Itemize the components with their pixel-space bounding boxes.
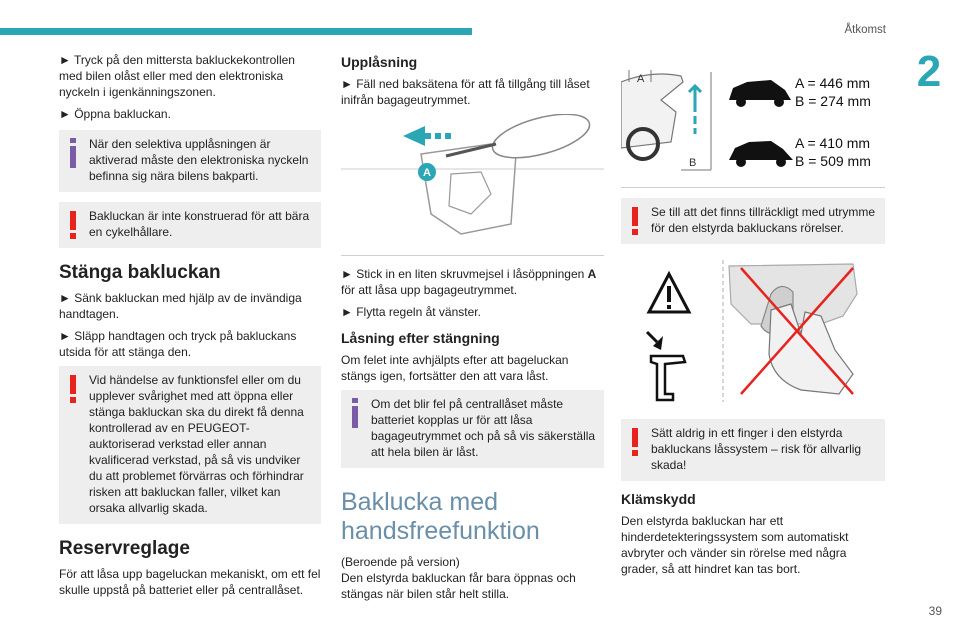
callout-a-label: A [423, 167, 431, 179]
warning-icon [629, 426, 641, 458]
dimension-value-b1: B = 274 mm [795, 93, 871, 109]
heading-close-tailgate: Stänga bakluckan [59, 262, 221, 283]
finger-warning-illustration [621, 254, 885, 406]
info-note [341, 390, 604, 468]
column-2 [341, 52, 604, 608]
lock-description: Om felet inte avhjälpts efter att bageluckan stängs igen, fortsätter den att vara låst. [341, 353, 569, 383]
instruction-open-tailgate: ► Öppna bakluckan. [59, 107, 171, 121]
warning-icon [629, 205, 641, 237]
warning-note-text: Se till att det finns tillräckligt med utrymme för den elstyrda bakluckans rörelser. [651, 205, 876, 235]
heading-lock-after-close: Låsning efter stängning [341, 330, 500, 346]
info-note [59, 130, 321, 192]
instruction-press-button: ► Tryck på den mittersta bakluckekontrollen med bilen olåst eller med den elektroniska nyckeln i igenkänningszonen. [59, 53, 295, 99]
warning-icon [67, 373, 79, 405]
header-accent-bar [0, 28, 472, 35]
divider [621, 187, 885, 188]
heading-handsfree-tailgate: Baklucka med handsfreefunktion [341, 488, 540, 545]
instruction-insert-screwdriver: ► Stick in en liten skruvmejsel i låsöppningen A för att låsa upp bagageutrymmet. [341, 267, 597, 297]
clearance-dimensions-illustration [621, 52, 885, 174]
info-icon [67, 137, 79, 169]
instruction-fold-seats: ► Fäll ned baksätena för att få tillgång till låset inifrån bagageutrymmet. [341, 77, 590, 107]
warning-note [59, 366, 321, 524]
info-icon [349, 397, 361, 429]
divider [341, 255, 604, 256]
info-note-text: Om det blir fel på centrallåset måste batteriet kopplas ur för att låsa bagageutrymmet och på så vis säkerställa att hela bilen är låst. [371, 397, 596, 459]
dimension-value-a1: A = 446 mm [795, 75, 871, 91]
heading-reserve-control: Reservreglage [59, 538, 190, 559]
warning-icon [67, 209, 79, 241]
screwdriver-illustration [341, 114, 604, 240]
chapter-tab [898, 38, 960, 106]
dimension-a-label: A [637, 73, 645, 85]
dimension-b-label: B [689, 157, 697, 169]
column-1 [59, 52, 321, 604]
heading-pinch-protection: Klämskydd [621, 491, 696, 507]
info-note-text: När den selektiva upplåsningen är aktiverad måste den elektroniska nyckeln befinna sig nära bilens bakparti. [89, 137, 309, 183]
warning-note [59, 202, 321, 248]
instruction-lower-tailgate: ► Sänk bakluckan med hjälp av de invändiga handtagen. [59, 291, 302, 321]
pinch-description: Den elstyrda bakluckan har ett hinderdetekteringssystem som automatiskt avbryter och vänder sin rörelse med några grader, så att hindret kan tas bort. [621, 514, 849, 576]
instruction-move-latch: ► Flytta regeln åt vänster. [341, 305, 481, 319]
heading-unlocking: Upplåsning [341, 54, 418, 70]
version-note: (Beroende på version) [341, 555, 460, 569]
dimension-value-b2: B = 509 mm [795, 153, 871, 169]
warning-note-text: Bakluckan är inte konstruerad för att bära en cykelhållare. [89, 209, 310, 239]
instruction-release-handles: ► Släpp handtagen och tryck på bakluckans utsida för att stänga den. [59, 329, 297, 359]
chapter-number: 2 [916, 47, 942, 96]
section-title: Åtkomst [844, 24, 886, 36]
reserve-description: För att låsa upp bageluckan mekaniskt, om ett fel skulle uppstå på batteriet eller på centrallåset. [59, 567, 321, 597]
dimension-value-a2: A = 410 mm [795, 135, 871, 151]
page-number: 39 [928, 604, 942, 618]
column-3 [621, 52, 885, 583]
warning-note [621, 198, 885, 244]
warning-note [621, 419, 885, 481]
warning-note-text: Vid händelse av funktionsfel eller om du upplever svårighet med att öppna eller stänga bakluckan ska du direkt få denna kontrollerad av en PEUGEOT-auktoriserad verkstad eller annan kvalificerad verkstad, på så vis undviker du att problemet förvärras och förhindrar risken att bakluckan faller, vilket kan orsaka allvarlig skada. [89, 373, 304, 515]
warning-note-text: Sätt aldrig in ett finger i den elstyrda bakluckans låssystem – risk för allvarlig skada! [651, 426, 862, 472]
handsfree-description: Den elstyrda bakluckan får bara öppnas och stängas när bilen står helt stilla. [341, 571, 576, 601]
